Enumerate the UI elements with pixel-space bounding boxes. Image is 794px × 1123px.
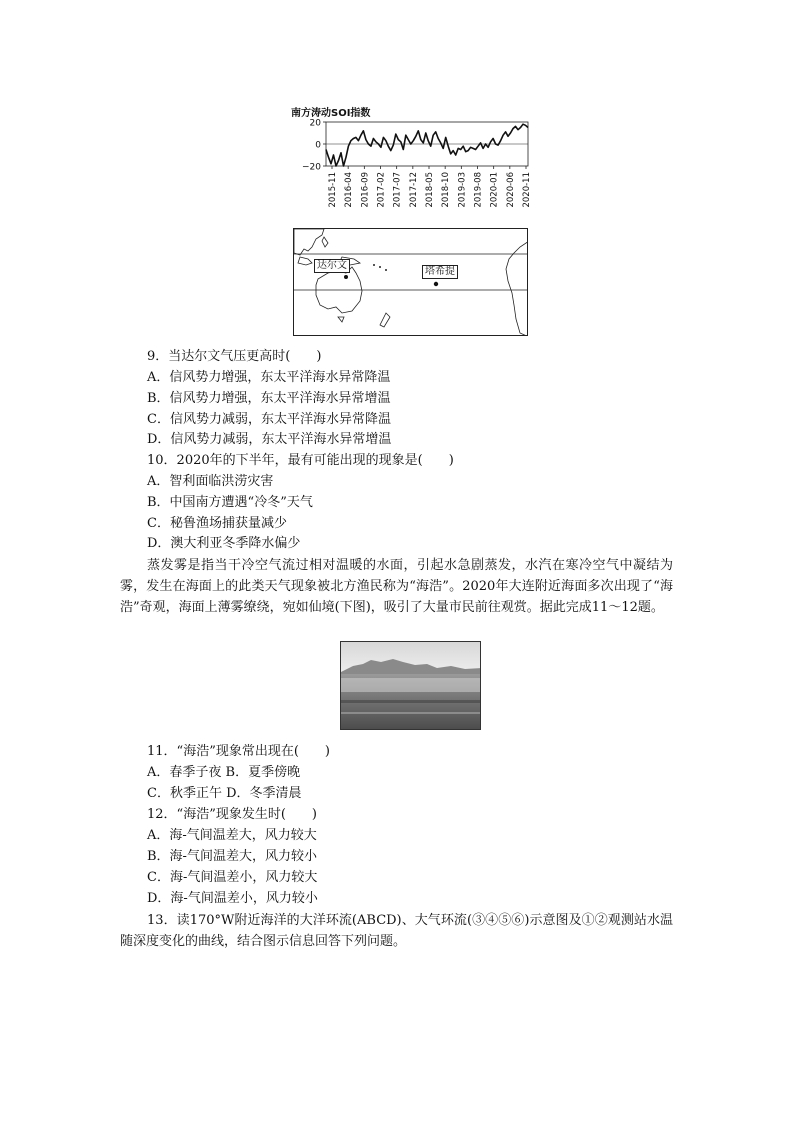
x-tick-label: 2018-05 xyxy=(425,172,435,208)
south-america-coast xyxy=(506,241,528,336)
q10-option-d: D．澳大利亚冬季降水偏少 xyxy=(147,536,301,551)
q10-option-b: B．中国南方遭遇“冷冬”天气 xyxy=(147,495,313,510)
new-zealand xyxy=(380,313,390,327)
tahiti-dot xyxy=(434,282,438,286)
island xyxy=(322,237,328,247)
x-tick-label: 2018-10 xyxy=(441,172,452,208)
y-tick-label: 0 xyxy=(315,140,321,151)
x-tick-label: 2016-04 xyxy=(344,172,355,208)
q11-options-ab: A．春季子夜 B．夏季傍晚 xyxy=(147,765,301,780)
y-tick-label: −20 xyxy=(302,162,321,173)
q13-stem: 13．读170°W附近海洋的大洋环流(ABCD)、大气环流(③④⑤⑥)示意图及①②观测站水温随深度变化的曲线，结合图示信息回答下列问题。 xyxy=(120,913,673,949)
x-tick-label: 2016-09 xyxy=(360,172,371,208)
q9-option-a: A．信风势力增强，东太平洋海水异常降温 xyxy=(147,370,391,385)
island xyxy=(298,257,312,265)
pacific-map xyxy=(293,228,528,336)
q10-option-a: A．智利面临洪涝灾害 xyxy=(147,474,274,489)
chart-title: 南方涛动SOI指数 xyxy=(291,108,371,119)
x-tick-label: 2019-08 xyxy=(473,172,484,208)
q9-option-b: B．信风势力增强，东太平洋海水异常增温 xyxy=(147,391,391,406)
x-tick-label: 2020-06 xyxy=(505,172,516,208)
intro-paragraph-11-12: 蒸发雾是指当干冷空气流过相对温暖的水面，引起水急剧蒸发，水汽在寒冷空气中凝结为雾，发生在海面上的此类天气现象被北方渔民称为“海浩”。2020年大连附近海面多次出现了“海浩”奇观，海面上薄雾缭绕，宛如仙境(下图)，吸引了大量市民前往观赏。据此完成11～12题。 xyxy=(120,558,673,615)
y-tick-label: 20 xyxy=(309,118,321,129)
q9-option-d: D．信风势力减弱，东太平洋海水异常增温 xyxy=(147,432,392,447)
x-tick-label: 2017-12 xyxy=(408,172,419,208)
darwin-label: 达尔文 xyxy=(314,259,350,273)
sea-fog-image xyxy=(341,642,481,730)
tahiti-label: 塔希提 xyxy=(422,265,458,279)
x-tick-label: 2019-03 xyxy=(457,172,468,208)
x-tick-label: 2017-07 xyxy=(392,172,403,208)
q12-option-d: D．海-气间温差小，风力较小 xyxy=(147,891,318,906)
x-tick-label: 2017-02 xyxy=(376,172,387,208)
x-tick-label: 2020-01 xyxy=(489,172,500,208)
q9-stem: 9．当达尔文气压更高时( ) xyxy=(147,349,322,364)
q12-option-b: B．海-气间温差大，风力较小 xyxy=(147,849,317,864)
q10-option-c: C．秘鲁渔场捕获量减少 xyxy=(147,516,287,531)
tasmania xyxy=(338,317,344,322)
x-tick-label: 2020-11 xyxy=(522,172,532,208)
asia-coast xyxy=(294,229,324,255)
soi-line-chart xyxy=(300,114,535,214)
q12-stem: 12．“海浩”现象发生时( ) xyxy=(147,807,317,822)
sea-fog-photo xyxy=(340,641,481,730)
soi-series-line xyxy=(326,124,528,166)
q9-option-c: C．信风势力减弱，东太平洋海水异常降温 xyxy=(147,412,391,427)
q10-stem: 10．2020年的下半年，最有可能出现的现象是( ) xyxy=(147,453,454,468)
x-tick-label: 2015-11 xyxy=(328,172,338,208)
q11-stem: 11．“海浩”现象常出现在( ) xyxy=(147,744,330,759)
map-drawing xyxy=(294,229,528,336)
q11-options-cd: C．秋季正午 D．冬季清晨 xyxy=(147,786,302,801)
darwin-dot xyxy=(344,275,348,279)
q12-option-c: C．海-气间温差小，风力较大 xyxy=(147,870,318,885)
q12-option-a: A．海-气间温差大，风力较大 xyxy=(147,828,317,843)
